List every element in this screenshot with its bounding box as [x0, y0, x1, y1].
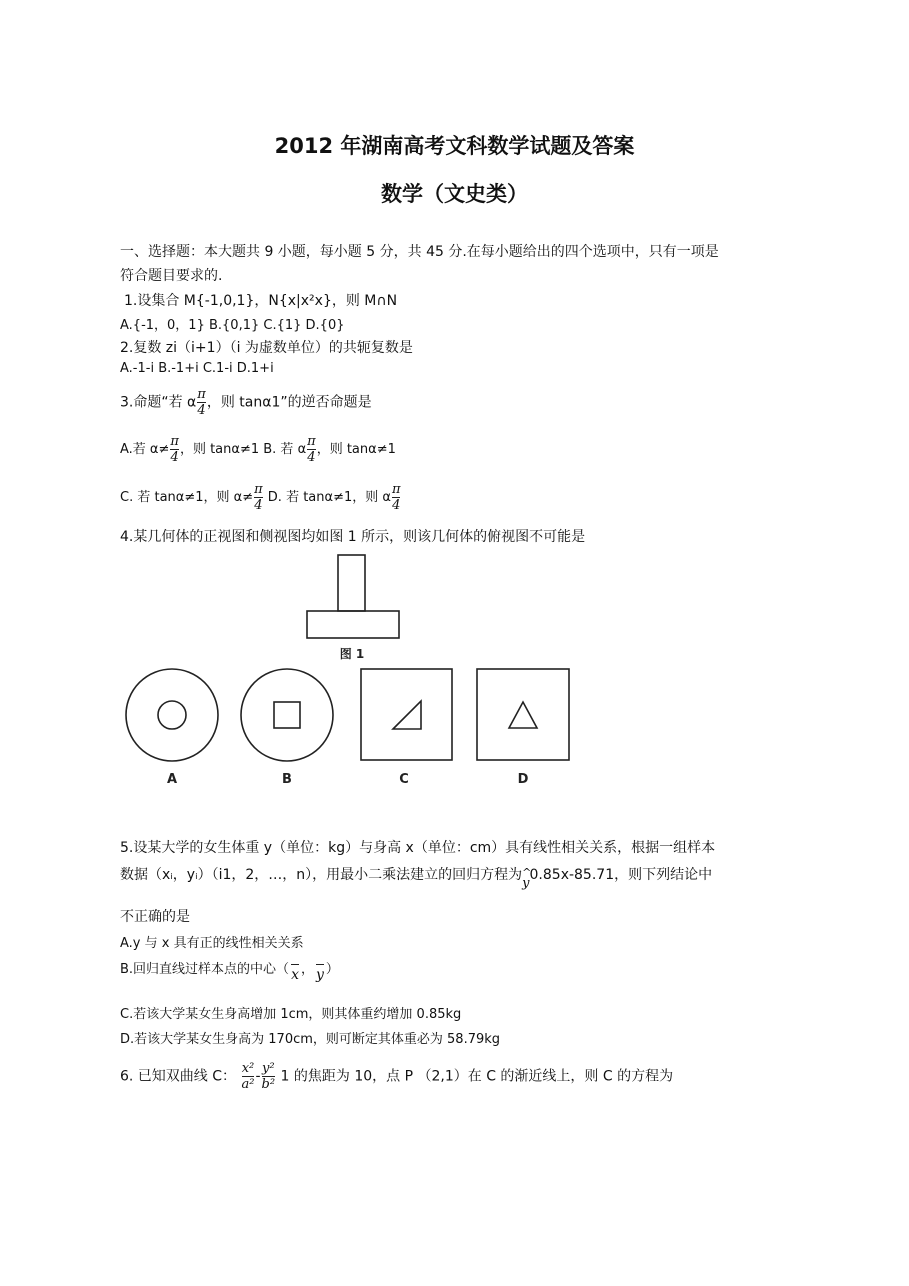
option-b-label: B — [282, 772, 292, 787]
q5-bar-y: y — [315, 967, 324, 983]
q5-optB-mid: ， — [300, 962, 314, 977]
section-intro-line1: 一、选择题：本大题共 9 小题，每小题 5 分，共 45 分.在每小题给出的四个选项中，只有一项是 — [120, 244, 719, 260]
page-title: 2012 年湖南高考文科数学试题及答案 — [274, 134, 635, 158]
page-subtitle: 数学（文史类） — [381, 182, 528, 206]
q6-frac-y: $\frac{\text{y²}}{\text{b²}}$ — [261, 1061, 276, 1092]
option-c-figure — [361, 669, 452, 760]
q5-line1: 5.设某大学的女生体重 y（单位：kg）与身高 x（单位：cm）具有线性相关关系，根据一组样本 — [120, 840, 716, 856]
q3-optD-fraction: $\frac{\pi}{4}$ — [391, 482, 401, 513]
option-d-outer-square — [477, 669, 569, 760]
q2-options: A.-1-i B.-1+i C.1-i D.1+i — [120, 361, 274, 376]
section-intro-line2: 符合题目要求的. — [120, 268, 223, 284]
q5-hat-y: ^ y — [522, 876, 529, 891]
option-b-inner-square — [274, 702, 300, 728]
q3-optB-post: ，则 tanα≠1 — [316, 442, 396, 457]
q3-optA-fraction: $\frac{\pi}{4}$ — [170, 434, 179, 465]
option-d-triangle — [509, 702, 537, 728]
q4-figure — [0, 545, 909, 795]
option-a-inner-circle — [158, 701, 186, 729]
q3-optC-pre: C. 若 tanα≠1，则 α≠ — [120, 490, 254, 505]
q6-post: 1 的焦距为 10，点 P （2,1）在 C 的渐近线上，则 C 的方程为 — [280, 1068, 674, 1085]
q6-pre: 6. 已知双曲线 C： — [120, 1068, 237, 1085]
q5-bar-x: x — [291, 967, 299, 983]
q3-optA-pre: A.若 α≠ — [120, 442, 170, 457]
q3-optB-fraction: $\frac{\pi}{4}$ — [307, 434, 316, 465]
q3-options-ab — [120, 435, 396, 464]
option-b-figure — [241, 669, 333, 761]
q3-stem-post: ，则 tanα1”的逆否命题是 — [206, 394, 372, 411]
option-c-right-triangle — [393, 701, 421, 729]
q5-optD: D.若该大学某女生身高为 170cm，则可断定其体重必为 58.79kg — [120, 1032, 501, 1047]
option-d-figure — [477, 669, 569, 760]
q5-optB — [120, 958, 339, 983]
q5-optC: C.若该大学某女生身高增加 1cm，则其体重约增加 0.85kg — [120, 1007, 462, 1022]
q5-optA: A.y 与 x 具有正的线性相关关系 — [120, 936, 304, 951]
q5-line2-pre: 数据（xᵢ，yᵢ）（i1，2，…，n），用最小二乘法建立的回归方程为 — [120, 867, 523, 883]
q5-line3: 不正确的是 — [120, 909, 190, 925]
q5-line2 — [120, 864, 712, 891]
q6-stem — [120, 1062, 673, 1091]
option-a-label: A — [166, 772, 178, 787]
q3-stem-pre: 3.命题“若 α — [120, 394, 197, 411]
q3-fraction: $\frac{\pi}{4}$ — [197, 387, 206, 418]
q1-stem: 1.设集合 M{-1,0,1}，N{x|x²x}，则 M∩N — [124, 293, 398, 309]
q3-optC-fraction: $\frac{\pi}{4}$ — [254, 482, 263, 513]
q3-stem — [120, 388, 372, 417]
q5-line2-post: 0.85x-85.71，则下列结论中 — [529, 867, 713, 883]
q5-optB-pre: B.回归直线过样本点的中心（ — [120, 962, 290, 977]
q6-minus: - — [255, 1068, 261, 1085]
option-c-label: C — [399, 772, 409, 787]
fig1-caption: 图 1 — [339, 647, 365, 661]
q2-stem: 2.复数 zi（i+1）（i 为虚数单位）的共轭复数是 — [120, 340, 413, 356]
fig1-base-block — [307, 611, 399, 638]
option-a-outer-circle — [126, 669, 218, 761]
q4-stem: 4.某几何体的正视图和侧视图均如图 1 所示，则该几何体的俯视图不可能是 — [120, 529, 586, 545]
q3-optD-pre: D. 若 tanα≠1，则 α — [263, 490, 391, 505]
q3-options-cd — [120, 483, 401, 512]
q1-options: A.{-1，0，1} B.{0,1} C.{1} D.{0} — [120, 318, 345, 333]
q3-optA-post: ，则 tanα≠1 B. 若 α — [179, 442, 307, 457]
fig1-front-view — [307, 555, 399, 638]
option-a-figure — [126, 669, 218, 761]
q6-frac-x: $\frac{\text{x²}}{\text{a²}}$ — [241, 1061, 255, 1092]
option-d-label: D — [517, 772, 529, 787]
option-b-outer-circle — [241, 669, 333, 761]
q5-optB-post: ） — [325, 962, 339, 977]
fig1-upper-block — [338, 555, 365, 611]
